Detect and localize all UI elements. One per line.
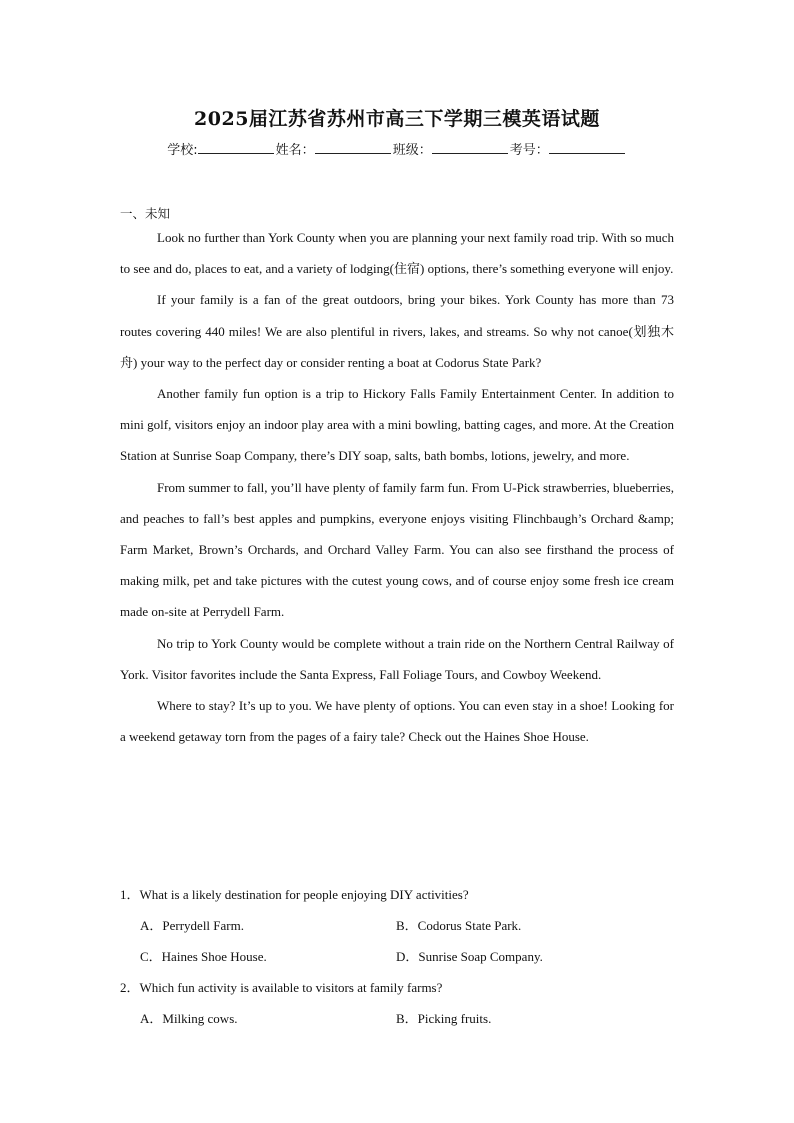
option-b: B．Codorus State Park. [396,918,522,933]
option-a: A．Milking cows. [140,1011,238,1026]
exam-number-blank[interactable] [549,141,625,154]
name-field [276,143,393,158]
paragraph: Another family fun option is a trip to Hickory Falls Family Entertainment Center. In addition to mini golf, visitors enjoy an indoor play area with a mini bowling, batting cages, and more. At the Creation Station at Sunrise Soap Company, there’s DIY soap, salts, bath bombs, lotions, jewelry, and more. [120,386,674,464]
class-field [393,143,510,158]
class-blank[interactable] [432,141,508,154]
exam-number-label: 考号： [509,143,549,158]
paragraph: No trip to York County would be complete without a train ride on the Northern Central Railway of York. Visitor favorites include the Santa Express, Fall Foliage Tours, and Cowboy Weekend. [120,635,674,682]
exam-number-field [510,143,627,158]
paragraph: Look no further than York County when you are planning your next family road trip. With so much to see and do, places to eat, and a variety of lodging(住宿) options, there’s something everyone will enjoy. [120,230,674,277]
name-label: 姓名： [275,143,315,158]
school-blank[interactable] [198,141,274,154]
school-label: 学校: [167,143,198,158]
question-2-stem: 2．Which fun activity is available to visitors at family farms? [120,980,443,995]
paragraph: Where to stay? It’s up to you. We have plenty of options. You can even stay in a shoe! Looking for a weekend getaway torn from the pages of a fairy tale? Check out the Haines Shoe House. [120,698,674,745]
school-field [167,143,275,158]
option-a: A．Perrydell Farm. [140,918,244,933]
paragraph: If your family is a fan of the great outdoors, bring your bikes. York County has more than 73 routes covering 440 miles! We are also plentiful in rivers, lakes, and streams. So why not canoe(划独木舟) your way to the perfect day or consider renting a boat at Codorus State Park? [120,292,674,370]
student-info-line [0,139,794,158]
paragraph: From summer to fall, you’ll have plenty of family farm fun. From U-Pick strawberries, blueberries, and peaches to fall’s best apples and pumpkins, everyone enjoys visiting Flinchbaugh’s Orchard &amp; Farm Market, Brown’s Orchards, and Orchard Valley Farm. You can also see firsthand the process of making milk, pet and take pictures with the cutest young cows, and of course enjoy some fresh ice cream made on-site at Perrydell Farm. [120,479,674,620]
exam-title: 2025届江苏省苏州市高三下学期三模英语试题 [194,108,600,130]
reading-passage [120,222,674,752]
class-label: 班级： [392,143,432,158]
option-d: D．Sunrise Soap Company. [396,949,543,964]
section-heading: 一、未知 [120,206,171,221]
option-c: C．Haines Shoe House. [140,949,267,964]
name-blank[interactable] [315,141,391,154]
option-b: B．Picking fruits. [396,1011,492,1026]
question-1-stem: 1．What is a likely destination for people enjoying DIY activities? [120,887,469,902]
